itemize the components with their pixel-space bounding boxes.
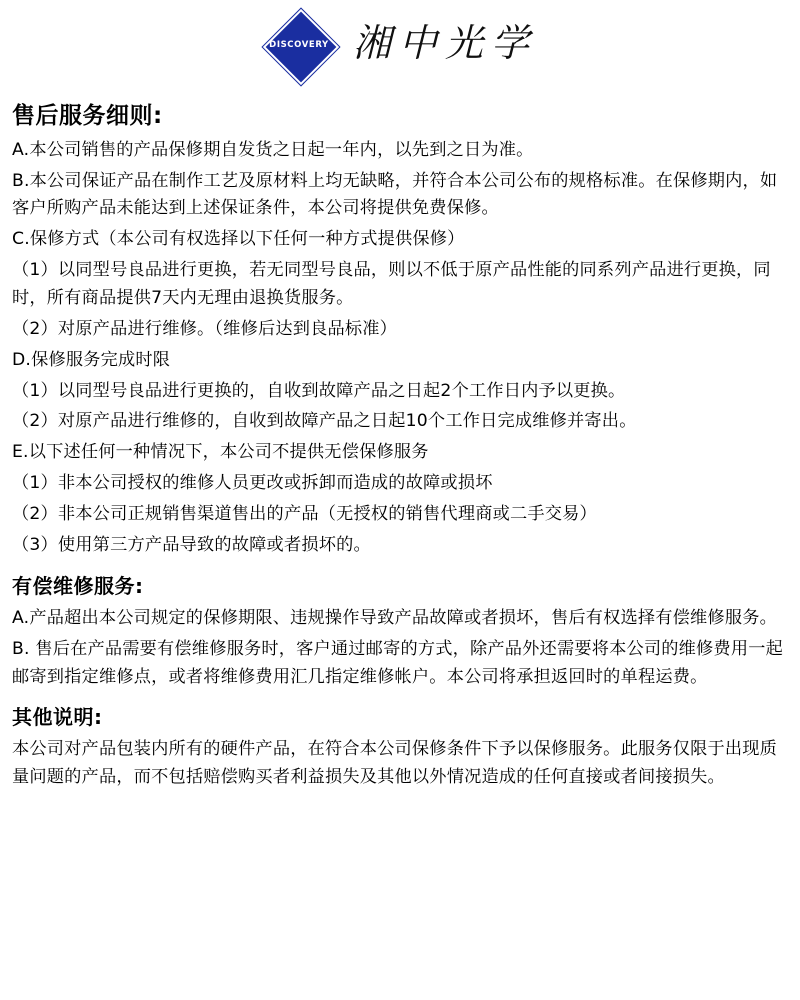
section-title-after-sales: 售后服务细则: bbox=[12, 103, 163, 129]
diamond-logo-icon bbox=[263, 9, 335, 81]
document-header bbox=[8, 0, 792, 78]
paragraph: B.本公司保证产品在制作工艺及原材料上均无缺略，并符合本公司公布的规格标准。在保修期内，如客户所购产品未能达到上述保证条件，本公司将提供免费保修。 bbox=[12, 170, 778, 219]
paragraph: （2）对原产品进行维修。（维修后达到良品标准） bbox=[12, 318, 398, 339]
section-title-other-notes: 其他说明: bbox=[12, 705, 103, 730]
section-title-paid-repair: 有偿维修服务: bbox=[12, 573, 144, 598]
paragraph: E.以下述任何一种情况下，本公司不提供无偿保修服务 bbox=[12, 442, 429, 463]
brand-name: 湘中光学 bbox=[352, 21, 537, 65]
paragraph: 本公司对产品包装内所有的硬件产品，在符合本公司保修条件下予以保修服务。此服务仅限于出现质量问题的产品，而不包括赔偿购买者利益损失及其他以外情况造成的任何直接或者间接损失。 bbox=[12, 739, 778, 788]
paragraph: D.保修服务完成时限 bbox=[12, 349, 171, 370]
paragraph: （1）非本公司授权的维修人员更改或拆卸而造成的故障或损坏 bbox=[12, 473, 493, 494]
document-body bbox=[8, 78, 792, 792]
paragraph: A.本公司销售的产品保修期自发货之日起一年内，以先到之日为准。 bbox=[12, 139, 534, 160]
paragraph: （1）以同型号良品进行更换，若无同型号良品，则以不低于原产品性能的同系列产品进行更换，同时，所有商品提供7天内无理由退换货服务。 bbox=[12, 260, 771, 309]
paragraph: （3）使用第三方产品导致的故障或者损坏的。 bbox=[12, 534, 371, 555]
paragraph: B. 售后在产品需要有偿维修服务时，客户通过邮寄的方式，除产品外还需要将本公司的维修费用一起邮寄到指定维修点，或者将维修费用汇几指定维修帐户。本公司将承担返回时的单程运费。 bbox=[12, 638, 783, 687]
logo-badge-text: DISCOVERY bbox=[269, 40, 329, 50]
paragraph: A.产品超出本公司规定的保修期限、违规操作导致产品故障或者损坏，售后有权选择有偿维修服务。 bbox=[12, 607, 777, 628]
diamond-shape bbox=[263, 9, 339, 85]
paragraph: （2）非本公司正规销售渠道售出的产品（无授权的销售代理商或二手交易） bbox=[12, 504, 597, 525]
paragraph: C.保修方式（本公司有权选择以下任何一种方式提供保修） bbox=[12, 229, 465, 250]
paragraph: （1）以同型号良品进行更换的，自收到故障产品之日起2个工作日内予以更换。 bbox=[12, 380, 626, 401]
paragraph: （2）对原产品进行维修的，自收到故障产品之日起10个工作日完成维修并寄出。 bbox=[12, 411, 637, 432]
